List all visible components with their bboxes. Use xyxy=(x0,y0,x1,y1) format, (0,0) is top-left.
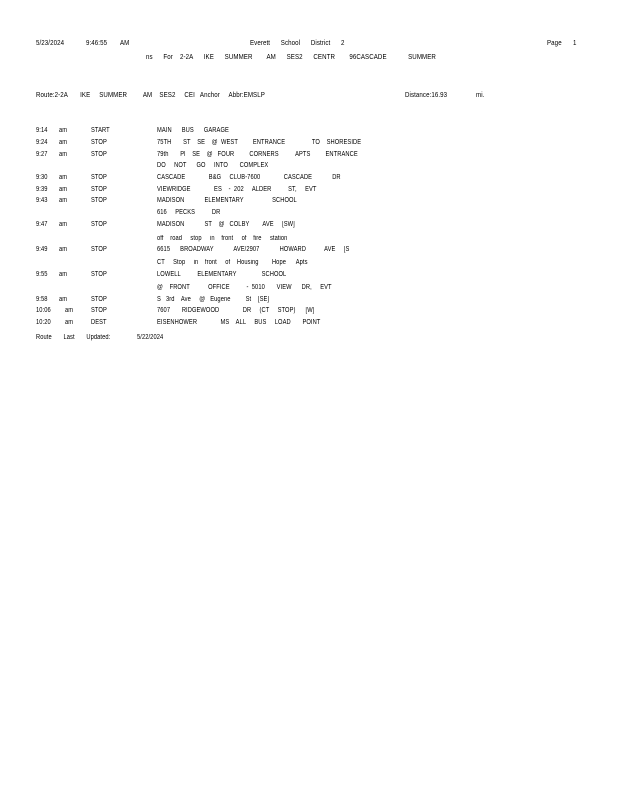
stop-time: 9:49 xyxy=(36,246,48,253)
stop-ampm: am xyxy=(59,151,68,158)
stop-description: 75TH ST SE @ WEST ENTRANCE TO SHORESIDE xyxy=(157,139,362,146)
stop-ampm: am xyxy=(59,271,68,278)
stop-ampm: am xyxy=(59,221,68,228)
stop-description: 79th Pl SE @ FOUR CORNERS APTS ENTRANCE xyxy=(157,151,358,158)
stop-time: 9:47 xyxy=(36,221,48,228)
footer-date: 5/22/2024 xyxy=(137,334,164,341)
stop-description: 6615 BROADWAY AVE/2907 HOWARD AVE [S xyxy=(157,246,350,253)
stop-type: DEST xyxy=(91,319,107,326)
stop-description: CT Stop in front of Housing Hope Apts xyxy=(157,259,308,266)
page-number: 1 xyxy=(573,38,577,47)
stop-description: CASCADE B&G CLUB-7600 CASCADE DR xyxy=(157,174,341,181)
stop-type: STOP xyxy=(91,221,107,228)
stop-time: 9:14 xyxy=(36,127,48,134)
stop-type: START xyxy=(91,127,110,134)
stop-ampm: am xyxy=(59,127,68,134)
stop-type: STOP xyxy=(91,296,107,303)
stop-time: 9:30 xyxy=(36,174,48,181)
stop-description: S 3rd Ave @ Eugene St [SE] xyxy=(157,296,270,303)
stop-ampm: am xyxy=(59,174,68,181)
stop-description: MADISON ST @ COLBY AVE [SW] xyxy=(157,221,295,228)
stop-ampm: am xyxy=(59,296,68,303)
distance-unit: mi. xyxy=(476,90,485,99)
stop-type: STOP xyxy=(91,186,107,193)
stop-type: STOP xyxy=(91,197,107,204)
stop-time: 9:27 xyxy=(36,151,48,158)
report-subtitle: ns For 2-2A IKE SUMMER AM SES2 CENTR 96CASCADE SUMMER xyxy=(146,52,436,61)
stop-ampm: am xyxy=(65,319,74,326)
stop-type: STOP xyxy=(91,151,107,158)
stop-type: STOP xyxy=(91,174,107,181)
report-date: 5/23/2024 xyxy=(36,38,65,47)
stop-type: STOP xyxy=(91,139,107,146)
stop-description: @ FRONT OFFICE - 5010 VIEW DR, EVT xyxy=(157,284,332,291)
stop-time: 9:58 xyxy=(36,296,48,303)
stop-ampm: am xyxy=(65,307,74,314)
report-ampm: AM xyxy=(120,38,130,47)
stop-time: 9:43 xyxy=(36,197,48,204)
stop-description: MAIN BUS GARAGE xyxy=(157,127,229,134)
stop-time: 10:20 xyxy=(36,319,51,326)
footer-label: Route Last Updated: xyxy=(36,334,111,341)
report-time: 9:46:55 xyxy=(86,38,108,47)
stop-description: MADISON ELEMENTARY SCHOOL xyxy=(157,197,297,204)
stop-description: DO NOT GO INTO COMPLEX xyxy=(157,162,269,169)
stop-ampm: am xyxy=(59,139,68,146)
stop-description: EISENHOWER MS ALL BUS LOAD POINT xyxy=(157,319,321,326)
stop-type: STOP xyxy=(91,271,107,278)
stop-type: STOP xyxy=(91,307,107,314)
stop-ampm: am xyxy=(59,186,68,193)
stop-time: 9:55 xyxy=(36,271,48,278)
route-distance: Distance:16.93 xyxy=(405,90,448,99)
stop-description: VIEWRIDGE ES - 202 ALDER ST, EVT xyxy=(157,186,317,193)
page-label: Page xyxy=(547,38,562,47)
route-line: Route:2-2A IKE SUMMER AM SES2 CEI Anchor Abbr:EMSLP xyxy=(36,90,265,99)
stop-time: 9:24 xyxy=(36,139,48,146)
district-title: Everett School District 2 xyxy=(250,38,345,47)
stop-time: 9:39 xyxy=(36,186,48,193)
stop-description: 616 PECKS DR xyxy=(157,209,221,216)
stop-ampm: am xyxy=(59,197,68,204)
stop-time: 10:06 xyxy=(36,307,51,314)
stop-type: STOP xyxy=(91,246,107,253)
stop-description: off road stop in front of fire station xyxy=(157,235,288,242)
stop-description: LOWELL ELEMENTARY SCHOOL xyxy=(157,271,287,278)
stop-ampm: am xyxy=(59,246,68,253)
stop-description: 7607 RIDGEWOOD DR (CT STOP) [W] xyxy=(157,307,315,314)
